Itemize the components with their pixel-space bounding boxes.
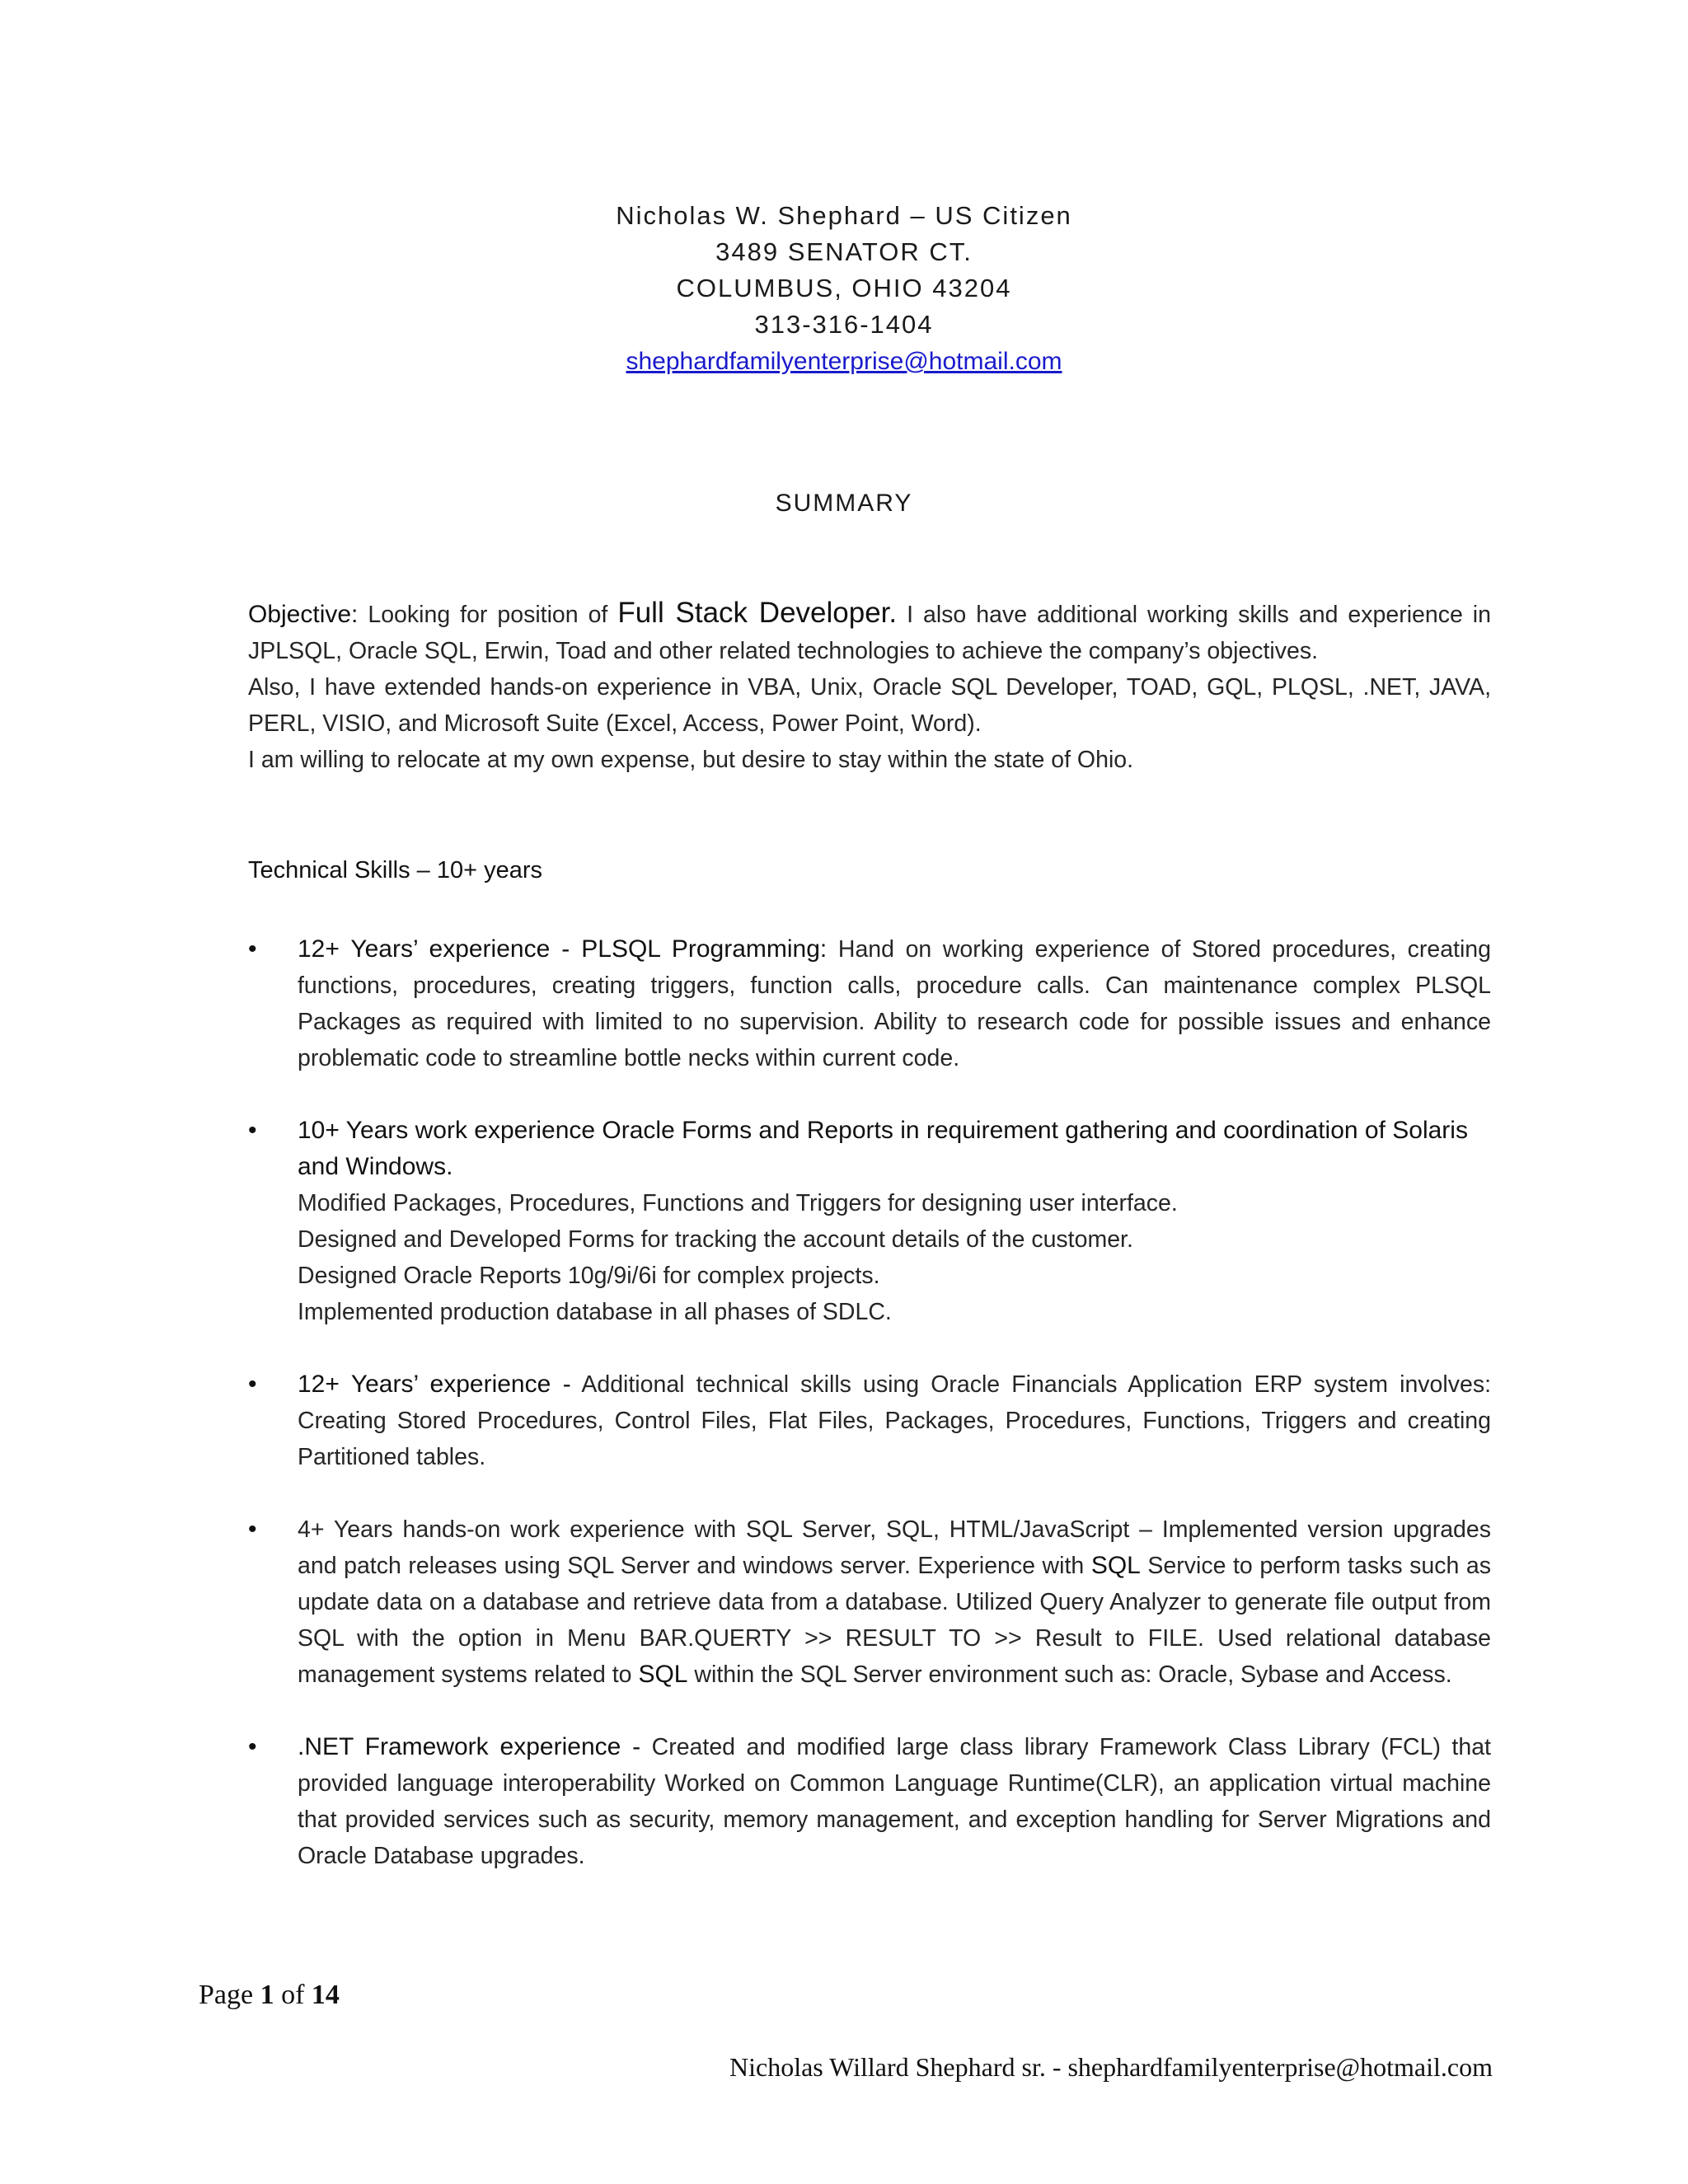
objective-paragraph-3: I am willing to relocate at my own expense, but desire to stay within the state of Ohio.	[248, 747, 1134, 773]
skill-description: Additional technical skills using Oracle Financials Application ERP system involves: Creating Stored Procedures, Control Files, Flat Files, Packages, Procedures, Functions, Triggers and creating Partitioned tables.	[298, 1371, 1491, 1470]
objective-position: Full Stack Developer.	[617, 597, 898, 629]
technical-skills-heading: Technical Skills – 10+ years	[248, 857, 543, 883]
skill-title: 10+ Years work experience Oracle Forms and Reports in requirement gathering and coordination of Solaris and Windows.	[298, 1117, 1468, 1180]
bullet-icon: •	[248, 1371, 257, 1398]
skill-detail-line: Designed and Developed Forms for tracking the account details of the customer.	[298, 1226, 1133, 1253]
page-current: 1	[260, 1980, 274, 2010]
skill-description: Created and modified large class library Framework Class Library (FCL) that provided language interoperability Worked on Common Language Runtime(CLR), an application virtual machine that provided services such as security, memory management, and exception handling for Server Migrations and Oracle Database upgrades.	[298, 1734, 1491, 1869]
skill-item-sql-server	[248, 1511, 1491, 1693]
page-number	[199, 1980, 340, 2011]
skill-detail-line: Designed Oracle Reports 10g/9i/6i for complex projects.	[298, 1263, 880, 1289]
bullet-icon: •	[248, 1516, 257, 1543]
phone-number: 313-316-1404	[754, 310, 934, 339]
skill-title: 12+ Years’ experience - PLSQL Programming:	[298, 935, 828, 963]
resume-header	[0, 198, 1688, 380]
skill-detail-line: Modified Packages, Procedures, Functions and Triggers for designing user interface.	[298, 1190, 1178, 1216]
objective-text-after: I also have additional working skills and experience in JPLSQL, Oracle SQL, Erwin, Toad and other related technologies to achieve the company’s objectives.	[248, 602, 1491, 664]
street-address: 3489 SENATOR CT.	[715, 237, 973, 266]
bullet-icon: •	[248, 1733, 257, 1760]
skill-item-dotnet	[248, 1729, 1491, 1874]
name-line: Nicholas W. Shephard – US Citizen	[616, 201, 1072, 230]
bullet-icon: •	[248, 1117, 257, 1144]
objective-paragraph	[248, 595, 1491, 669]
skill-item-oracle-financials	[248, 1366, 1491, 1475]
objective-label: Objective:	[248, 601, 359, 628]
page-footer: Nicholas Willard Shephard sr. - shephardfamilyenterprise@hotmail.com	[729, 2052, 1493, 2082]
skills-list	[248, 931, 1491, 1910]
skill-item-plsql	[248, 931, 1491, 1076]
skill-description-part: Service to perform tasks such as update data on a database and retrieve data from a database. Utilized Query Analyzer to generate file output from SQL with the option in Menu BAR.QUERTY >> RESULT TO >> Result to FILE. Used relational database management systems related to	[298, 1553, 1491, 1688]
objective-paragraph-2: Also, I have extended hands-on experience in VBA, Unix, Oracle SQL Developer, TOAD, GQL, PLQSL, .NET, JAVA, PERL, VISIO, and Microsoft Suite (Excel, Access, Power Point, Word).	[248, 674, 1491, 737]
skill-description-part: 4+ Years hands-on work experience with SQL Server, SQL, HTML/JavaScript – Implemented version upgrades and patch releases using SQL Server and windows server. Experience with	[298, 1516, 1491, 1579]
sql-keyword: SQL	[1090, 1552, 1141, 1579]
page-of: of	[281, 1980, 305, 2010]
sql-keyword: SQL	[638, 1661, 688, 1688]
bullet-icon: •	[248, 935, 257, 963]
email-link[interactable]: shephardfamilyenterprise@hotmail.com	[626, 348, 1062, 375]
skill-description: Hand on working experience of Stored procedures, creating functions, procedures, creating triggers, function calls, procedure calls. Can maintenance complex PLSQL Packages as required with limited to no supervision. Ability to research code for possible issues and enhance problematic code to streamline bottle necks within current code.	[298, 936, 1492, 1071]
objective-text-before: Looking for position of	[368, 602, 608, 628]
page-total: 14	[311, 1980, 340, 2010]
city-state-zip: COLUMBUS, OHIO 43204	[676, 274, 1012, 302]
skill-title: .NET Framework experience -	[298, 1733, 641, 1760]
page-prefix: Page	[199, 1980, 254, 2010]
objective-section	[248, 595, 1491, 778]
skill-detail-line: Implemented production database in all phases of SDLC.	[298, 1299, 892, 1325]
skill-description-part: within the SQL Server environment such as: Oracle, Sybase and Access.	[694, 1661, 1452, 1688]
skill-title: 12+ Years’ experience -	[298, 1371, 571, 1398]
skill-item-oracle-forms	[248, 1113, 1491, 1330]
summary-heading: SUMMARY	[775, 490, 913, 517]
